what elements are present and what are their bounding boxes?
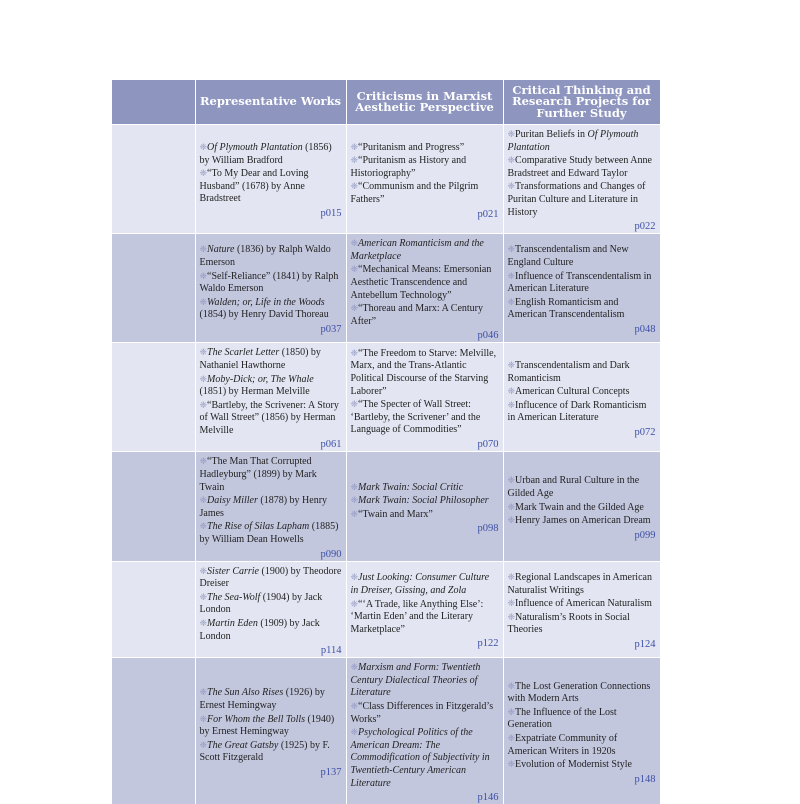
table-row bbox=[112, 561, 660, 658]
entry-text: (1850) by Nathaniel Hawthorne bbox=[200, 347, 321, 371]
entry-text: Of Plymouth Plantation bbox=[508, 129, 639, 153]
page-number: p114 bbox=[200, 644, 342, 657]
entry-text: “Puritanism as History and Historiography” bbox=[351, 155, 467, 179]
bullet-icon: ❈ bbox=[200, 244, 208, 254]
bullet-icon: ❈ bbox=[200, 740, 208, 750]
entry-text: Influcence of Dark Romanticism in American Literature bbox=[508, 400, 647, 424]
entry-text: Mark Twain and the Gilded Age bbox=[515, 502, 644, 513]
entry-text: The Lost Generation Connections with Modern Arts bbox=[508, 681, 651, 705]
bullet-icon: ❈ bbox=[200, 687, 208, 697]
entry bbox=[351, 726, 499, 790]
entry-text: Evolution of Modernist Style bbox=[515, 759, 632, 770]
page-number: p037 bbox=[200, 323, 342, 336]
projects-cell bbox=[503, 658, 660, 804]
table-row bbox=[112, 658, 660, 804]
entry-text: Transcendentalism and Dark Romanticism bbox=[508, 360, 630, 384]
entry-text: Influence of American Naturalism bbox=[515, 598, 652, 609]
table-row bbox=[112, 125, 660, 234]
entry bbox=[351, 398, 499, 437]
entry-text: Psychological Politics of the American Dream: The Commodification of Subjectivity in Twentieth-Century American Literature bbox=[351, 727, 490, 788]
bullet-icon: ❈ bbox=[508, 475, 516, 485]
bullet-icon: ❈ bbox=[351, 155, 359, 165]
entry bbox=[508, 514, 656, 528]
entry-text: The Sea-Wolf bbox=[207, 592, 260, 603]
entry-text: (1900) by Theodore Dreiser bbox=[200, 566, 342, 590]
table-row bbox=[112, 234, 660, 343]
entry bbox=[508, 359, 656, 385]
projects-cell bbox=[503, 234, 660, 343]
bullet-icon: ❈ bbox=[508, 360, 516, 370]
entry-text: “Mechanical Means: Emersonian Aesthetic Transcendence and Antebellum Technology” bbox=[351, 264, 492, 300]
bullet-icon: ❈ bbox=[200, 456, 208, 466]
bullet-icon: ❈ bbox=[351, 599, 359, 609]
bullet-icon: ❈ bbox=[351, 348, 359, 358]
page-number: p099 bbox=[508, 529, 656, 542]
page-number: p048 bbox=[508, 323, 656, 336]
bullet-icon: ❈ bbox=[351, 572, 359, 582]
entry bbox=[508, 180, 656, 219]
entry bbox=[508, 385, 656, 399]
bullet-icon: ❈ bbox=[508, 181, 516, 191]
entry bbox=[200, 591, 342, 617]
entry-text: Mark Twain: Social Critic bbox=[358, 482, 463, 493]
page-number: p046 bbox=[351, 329, 499, 342]
entry-text: The Great Gatsby bbox=[207, 740, 278, 751]
bullet-icon: ❈ bbox=[200, 400, 208, 410]
entry-text: “‘A Trade, like Anything Else’: ‘Martin Eden’ and the Literary Marketplace” bbox=[351, 599, 484, 635]
bullet-icon: ❈ bbox=[351, 727, 359, 737]
page-number: p098 bbox=[351, 522, 499, 535]
page-number: p015 bbox=[200, 207, 342, 220]
bullet-icon: ❈ bbox=[200, 521, 208, 531]
entry bbox=[351, 571, 499, 597]
entry-text: Sister Carrie bbox=[207, 566, 259, 577]
entry bbox=[351, 481, 499, 495]
entry bbox=[508, 732, 656, 758]
entry bbox=[200, 494, 342, 520]
bullet-icon: ❈ bbox=[200, 592, 208, 602]
bullet-icon: ❈ bbox=[508, 515, 516, 525]
works-cell bbox=[195, 343, 346, 452]
entry bbox=[200, 399, 342, 438]
bullet-icon: ❈ bbox=[508, 612, 516, 622]
projects-cell bbox=[503, 452, 660, 561]
entry-text: (1851) by Herman Melville bbox=[200, 386, 310, 397]
works-cell bbox=[195, 561, 346, 658]
entry-text: Regional Landscapes in American Naturalist Writings bbox=[508, 572, 652, 596]
criticisms-cell bbox=[346, 452, 503, 561]
bullet-icon: ❈ bbox=[200, 168, 208, 178]
row-side-cell bbox=[112, 234, 195, 343]
projects-cell bbox=[503, 343, 660, 452]
entry-text: Marxism and Form: Twentieth Century Dialectical Theories of Literature bbox=[351, 662, 481, 698]
bullet-icon: ❈ bbox=[351, 181, 359, 191]
entry-text: The Scarlet Letter bbox=[207, 347, 279, 358]
entry bbox=[508, 501, 656, 515]
entry-text: Just Looking: Consumer Culture in Dreiser, Gissing, and Zola bbox=[351, 572, 490, 596]
entry-text: (1940) by Ernest Hemingway bbox=[200, 714, 335, 738]
entry-text: “Puritanism and Progress” bbox=[358, 142, 464, 153]
entry-text: Of Plymouth Plantation bbox=[207, 142, 303, 153]
entry bbox=[200, 373, 342, 399]
entry bbox=[200, 617, 342, 643]
bullet-icon: ❈ bbox=[508, 400, 516, 410]
table-row bbox=[112, 343, 660, 452]
works-cell bbox=[195, 234, 346, 343]
page-number: p072 bbox=[508, 426, 656, 439]
header-criticisms: Criticisms in Marxist Aesthetic Perspective bbox=[346, 80, 503, 125]
bullet-icon: ❈ bbox=[200, 374, 208, 384]
entry-text: Nature bbox=[207, 244, 234, 255]
entry-text: Naturalism’s Roots in Social Theories bbox=[508, 612, 630, 636]
entry bbox=[200, 739, 342, 765]
entry bbox=[508, 296, 656, 322]
bullet-icon: ❈ bbox=[200, 618, 208, 628]
entry-text: (1926) by Ernest Hemingway bbox=[200, 687, 325, 711]
entry bbox=[508, 270, 656, 296]
entry bbox=[508, 128, 656, 154]
entry bbox=[200, 167, 342, 206]
entry-text: (1885) by William Dean Howells bbox=[200, 521, 339, 545]
bullet-icon: ❈ bbox=[508, 244, 516, 254]
entry bbox=[200, 346, 342, 372]
bullet-icon: ❈ bbox=[508, 733, 516, 743]
entry-text: Expatriate Community of American Writers in 1920s bbox=[508, 733, 618, 757]
entry bbox=[351, 237, 499, 263]
entry bbox=[351, 494, 499, 508]
bullet-icon: ❈ bbox=[200, 714, 208, 724]
bullet-icon: ❈ bbox=[351, 264, 359, 274]
works-cell bbox=[195, 658, 346, 804]
page-number: p146 bbox=[351, 791, 499, 804]
page-number: p022 bbox=[508, 220, 656, 233]
entry-text: American Cultural Concepts bbox=[515, 386, 629, 397]
bullet-icon: ❈ bbox=[200, 142, 208, 152]
entry bbox=[200, 520, 342, 546]
entry bbox=[508, 154, 656, 180]
entry-text: “To My Dear and Loving Husband” (1678) by Anne Bradstreet bbox=[200, 168, 309, 204]
bullet-icon: ❈ bbox=[200, 347, 208, 357]
bullet-icon: ❈ bbox=[351, 509, 359, 519]
entry-text: “Thoreau and Marx: A Century After” bbox=[351, 303, 484, 327]
entry bbox=[200, 296, 342, 322]
projects-cell bbox=[503, 125, 660, 234]
entry bbox=[200, 455, 342, 494]
entry bbox=[508, 243, 656, 269]
entry-text: The Rise of Silas Lapham bbox=[207, 521, 309, 532]
entry-text: For Whom the Bell Tolls bbox=[207, 714, 305, 725]
table-row bbox=[112, 452, 660, 561]
criticisms-cell bbox=[346, 658, 503, 804]
entry bbox=[351, 302, 499, 328]
contents-table bbox=[112, 80, 661, 804]
entry bbox=[200, 713, 342, 739]
entry bbox=[508, 597, 656, 611]
entry-text: (1909) by Jack London bbox=[200, 618, 320, 642]
bullet-icon: ❈ bbox=[508, 759, 516, 769]
bullet-icon: ❈ bbox=[200, 495, 208, 505]
header-works: Representative Works bbox=[195, 80, 346, 125]
criticisms-cell bbox=[346, 234, 503, 343]
entry bbox=[508, 706, 656, 732]
bullet-icon: ❈ bbox=[351, 238, 359, 248]
entry-text: “Self-Reliance” (1841) by Ralph Waldo Emerson bbox=[200, 271, 339, 295]
entry bbox=[200, 243, 342, 269]
entry-text: “The Freedom to Starve: Melville, Marx, and the Trans-Atlantic Political Discourse of the Starving Laborer” bbox=[351, 348, 497, 397]
entry bbox=[351, 347, 499, 398]
works-cell bbox=[195, 452, 346, 561]
entry-text: “The Man That Corrupted Hadleyburg” (1899) by Mark Twain bbox=[200, 456, 317, 492]
entry-text: English Romanticism and American Transcendentalism bbox=[508, 297, 625, 321]
bullet-icon: ❈ bbox=[508, 386, 516, 396]
entry bbox=[351, 154, 499, 180]
entry-text: “The Specter of Wall Street: ‘Bartleby, the Scrivener’ and the Language of Commodities” bbox=[351, 399, 481, 435]
entry-text: “Bartleby, the Scrivener: A Story of Wall Street” (1856) by Herman Melville bbox=[200, 400, 339, 436]
entry bbox=[351, 508, 499, 522]
page-number: p122 bbox=[351, 637, 499, 650]
page-number: p148 bbox=[508, 773, 656, 786]
bullet-icon: ❈ bbox=[508, 502, 516, 512]
entry bbox=[508, 758, 656, 772]
entry-text: Walden; or, Life in the Woods bbox=[207, 297, 325, 308]
works-cell bbox=[195, 125, 346, 234]
row-side-cell bbox=[112, 343, 195, 452]
entry bbox=[200, 141, 342, 167]
entry-text: Mark Twain: Social Philosopher bbox=[358, 495, 489, 506]
row-side-cell bbox=[112, 125, 195, 234]
page-number: p070 bbox=[351, 438, 499, 451]
entry-text: Transformations and Changes of Puritan Culture and Literature in History bbox=[508, 181, 646, 217]
entry bbox=[508, 399, 656, 425]
entry-text: (1904) by Jack London bbox=[200, 592, 323, 616]
entry-text: “Class Differences in Fitzgerald’s Works” bbox=[351, 701, 494, 725]
entry-text: Comparative Study between Anne Bradstreet and Edward Taylor bbox=[508, 155, 652, 179]
page-number: p137 bbox=[200, 766, 342, 779]
entry bbox=[200, 565, 342, 591]
entry-text: (1836) by Ralph Waldo Emerson bbox=[200, 244, 331, 268]
row-side-cell bbox=[112, 561, 195, 658]
entry bbox=[508, 474, 656, 500]
entry-text: Transcendentalism and New England Culture bbox=[508, 244, 629, 268]
entry bbox=[508, 611, 656, 637]
entry-text: (1854) by Henry David Thoreau bbox=[200, 309, 329, 320]
bullet-icon: ❈ bbox=[508, 681, 516, 691]
bullet-icon: ❈ bbox=[351, 142, 359, 152]
bullet-icon: ❈ bbox=[200, 566, 208, 576]
entry-text: American Romanticism and the Marketplace bbox=[351, 238, 484, 262]
bullet-icon: ❈ bbox=[351, 482, 359, 492]
header-blank bbox=[112, 80, 195, 125]
bullet-icon: ❈ bbox=[508, 572, 516, 582]
entry bbox=[351, 141, 499, 155]
page-number: p061 bbox=[200, 438, 342, 451]
entry bbox=[351, 661, 499, 700]
entry-text: “Communism and the Pilgrim Fathers” bbox=[351, 181, 479, 205]
entry-text: Martin Eden bbox=[207, 618, 258, 629]
entry-text: Henry James on American Dream bbox=[515, 515, 651, 526]
entry-text: Puritan Beliefs in bbox=[515, 129, 588, 140]
entry-text: “Twain and Marx” bbox=[358, 509, 433, 520]
projects-cell bbox=[503, 561, 660, 658]
entry-text: Moby-Dick; or, The Whale bbox=[207, 374, 314, 385]
entry bbox=[200, 686, 342, 712]
entry-text: Urban and Rural Culture in the Gilded Age bbox=[508, 475, 640, 499]
entry-text: Influence of Transcendentalism in American Literature bbox=[508, 271, 652, 295]
criticisms-cell bbox=[346, 125, 503, 234]
bullet-icon: ❈ bbox=[508, 129, 516, 139]
entry-text: The Influence of the Lost Generation bbox=[508, 707, 617, 731]
entry bbox=[351, 263, 499, 302]
row-side-cell bbox=[112, 452, 195, 561]
bullet-icon: ❈ bbox=[508, 598, 516, 608]
bullet-icon: ❈ bbox=[508, 297, 516, 307]
bullet-icon: ❈ bbox=[351, 399, 359, 409]
entry-text: (1856) by William Bradford bbox=[200, 142, 332, 166]
entry bbox=[351, 598, 499, 637]
row-side-cell bbox=[112, 658, 195, 804]
entry bbox=[351, 180, 499, 206]
criticisms-cell bbox=[346, 561, 503, 658]
entry bbox=[508, 680, 656, 706]
entry bbox=[200, 270, 342, 296]
table-body bbox=[112, 125, 660, 804]
bullet-icon: ❈ bbox=[508, 271, 516, 281]
page-number: p021 bbox=[351, 208, 499, 221]
header-projects: Critical Thinking and Research Projects for Further Study bbox=[503, 80, 660, 125]
bullet-icon: ❈ bbox=[508, 707, 516, 717]
bullet-icon: ❈ bbox=[351, 495, 359, 505]
entry bbox=[508, 571, 656, 597]
bullet-icon: ❈ bbox=[508, 155, 516, 165]
bullet-icon: ❈ bbox=[200, 271, 208, 281]
bullet-icon: ❈ bbox=[200, 297, 208, 307]
bullet-icon: ❈ bbox=[351, 701, 359, 711]
bullet-icon: ❈ bbox=[351, 303, 359, 313]
entry bbox=[351, 700, 499, 726]
entry-text: Daisy Miller bbox=[207, 495, 258, 506]
header-row bbox=[112, 80, 660, 125]
entry-text: (1925) by F. Scott Fitzgerald bbox=[200, 740, 330, 764]
entry-text: (1878) by Henry James bbox=[200, 495, 328, 519]
bullet-icon: ❈ bbox=[351, 662, 359, 672]
entry-text: The Sun Also Rises bbox=[207, 687, 283, 698]
page-number: p090 bbox=[200, 548, 342, 561]
page-number: p124 bbox=[508, 638, 656, 651]
criticisms-cell bbox=[346, 343, 503, 452]
